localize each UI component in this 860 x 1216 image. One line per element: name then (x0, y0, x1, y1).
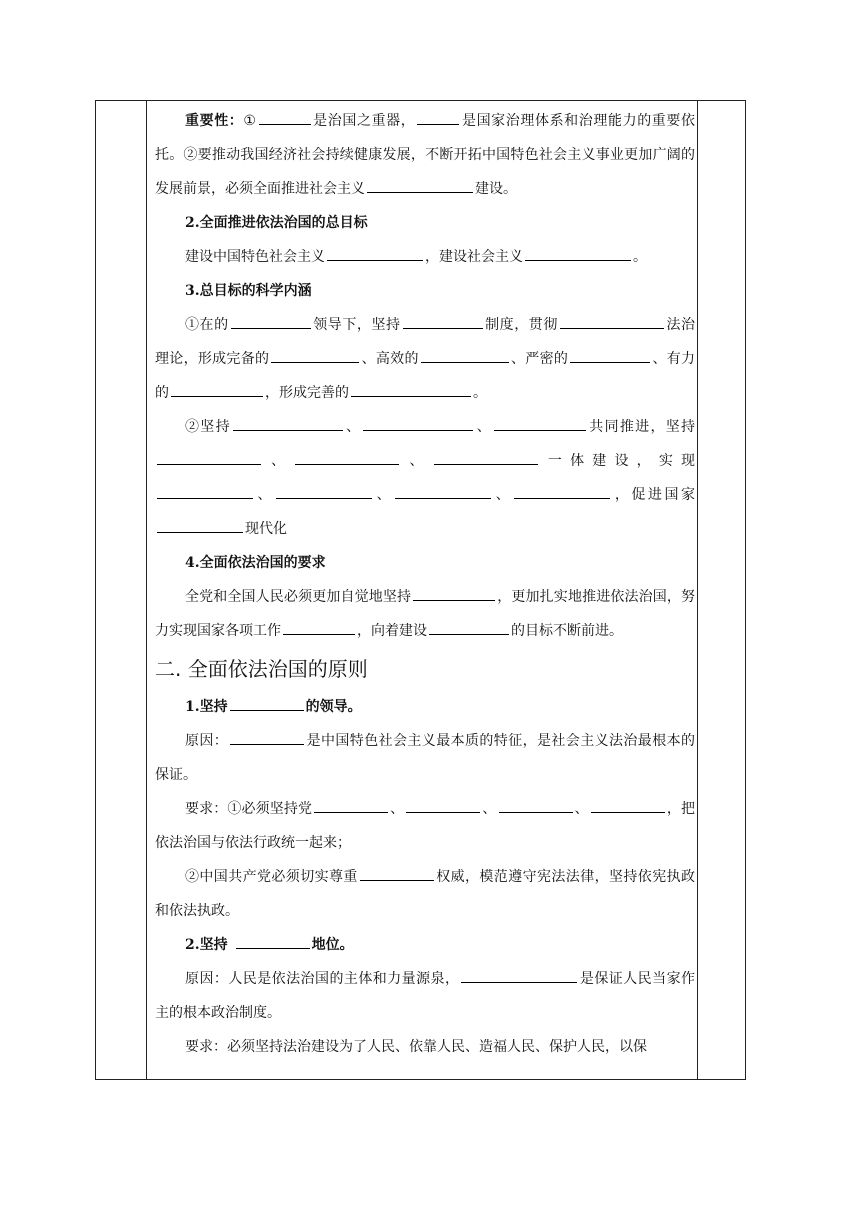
text: 1.坚持 (185, 699, 228, 715)
blank[interactable] (514, 497, 610, 499)
text: ，建设社会主义 (425, 249, 523, 265)
text: 是保证人民当家作主的根本政治制度。 (155, 971, 696, 1021)
blank[interactable] (157, 531, 243, 533)
text: ②中国共产党必须切实尊重 (185, 869, 358, 885)
blank[interactable] (363, 429, 473, 431)
text: ，把依法治国与依法行政统一起来； (155, 801, 696, 851)
blank[interactable] (157, 497, 253, 499)
content-cell (155, 104, 695, 1064)
text: 、 (374, 487, 394, 503)
text: ① (243, 113, 257, 129)
principle-1-heading (155, 690, 695, 724)
blank[interactable] (429, 633, 509, 635)
blank[interactable] (421, 361, 509, 363)
section-4-text (155, 580, 695, 648)
text: 制度，贯彻 (484, 317, 558, 333)
text: 原因：人民是依法治国的主体和力量源泉， (185, 971, 460, 987)
blank[interactable] (231, 327, 311, 329)
section-3-paragraph-1 (155, 308, 695, 410)
text: 一体建设，实现 (539, 453, 696, 469)
blank[interactable] (259, 123, 311, 125)
text: 。 (473, 385, 487, 401)
text: 地位。 (311, 937, 354, 953)
text: 、 (255, 487, 275, 503)
blank[interactable] (395, 497, 491, 499)
blank[interactable] (360, 879, 434, 881)
blank[interactable] (276, 497, 372, 499)
blank[interactable] (525, 259, 631, 261)
blank[interactable] (230, 743, 304, 745)
principle-1-requirement-2 (155, 860, 695, 928)
principle-1-requirement (155, 792, 695, 860)
text: ，更加扎实地推进依法治国，努力实现国家各项工作 (155, 589, 696, 639)
blank[interactable] (403, 327, 483, 329)
text: 、高效的 (361, 351, 419, 367)
blank[interactable] (591, 811, 665, 813)
text: 、 (493, 487, 513, 503)
text: 、 (401, 453, 432, 469)
text: 、严密的 (510, 351, 569, 367)
text: 、 (390, 801, 405, 817)
section-2-heading: 2.全面推进依法治国的总目标 (185, 215, 368, 231)
blank[interactable] (171, 395, 263, 397)
blank[interactable] (499, 811, 573, 813)
blank[interactable] (570, 361, 650, 363)
text: ，促进国家 (612, 487, 696, 503)
blank[interactable] (351, 395, 471, 397)
text: 2.坚持 (185, 937, 228, 953)
table-column-divider-left (146, 100, 147, 1080)
text: 、 (482, 801, 497, 817)
principle-2-requirement: 要求：必须坚持法治建设为了人民、依靠人民、造福人民、保护人民，以保 (185, 1039, 647, 1055)
text: ，向着建设 (357, 623, 427, 639)
principle-2-heading (155, 928, 695, 962)
text: ①在的 (185, 317, 229, 333)
blank[interactable] (283, 633, 355, 635)
text: 权威，模范遵守宪法法律，坚持依宪执政和依法执政。 (155, 869, 696, 919)
blank[interactable] (236, 947, 310, 949)
blank[interactable] (295, 463, 399, 465)
blank[interactable] (230, 709, 304, 711)
importance-paragraph (155, 104, 695, 206)
text: 、 (475, 419, 493, 435)
text: ，形成完善的 (265, 385, 349, 401)
text: 领导下，坚持 (312, 317, 401, 333)
table-column-divider-right (697, 100, 698, 1080)
importance-label: 重要性： (185, 113, 244, 129)
section-3-paragraph-2 (155, 410, 695, 546)
text: 的目标不断前进。 (511, 623, 623, 639)
text: 建设中国特色社会主义 (185, 249, 325, 265)
text: 、 (574, 801, 589, 817)
text: 原因： (185, 733, 229, 749)
blank[interactable] (271, 361, 359, 363)
blank[interactable] (461, 981, 577, 983)
blank[interactable] (494, 429, 586, 431)
text: 是国家治理体系和治理能力的重要依托。②要推动我国经济社会持续健康发展，不断开拓中国特色社会主义事业更加广阔的发展前景，必须全面推进社会主义 (155, 113, 695, 197)
text: 、 (263, 453, 294, 469)
section-3-heading: 3.总目标的科学内涵 (185, 283, 312, 299)
section-2-text (155, 240, 695, 274)
section-4-heading: 4.全面依法治国的要求 (185, 555, 326, 571)
blank[interactable] (367, 191, 473, 193)
text: 是中国特色社会主义最本质的特征，是社会主义法治最根本的保证。 (155, 733, 696, 783)
text: 。 (633, 249, 647, 265)
blank[interactable] (157, 463, 261, 465)
text: 共同推进，坚持 (588, 419, 696, 435)
text: 现代化 (245, 521, 287, 537)
blank[interactable] (417, 123, 459, 125)
part-2-title: 二. 全面依法治国的原则 (155, 657, 368, 681)
text: 、 (344, 419, 362, 435)
blank[interactable] (406, 811, 480, 813)
text: 法治理论，形成完备的 (155, 317, 696, 367)
principle-2-reason (155, 962, 695, 1030)
text: 、有力的 (155, 351, 696, 401)
text: 的领导。 (305, 699, 362, 715)
blank[interactable] (314, 811, 388, 813)
blank[interactable] (560, 327, 664, 329)
text: 要求：①必须坚持党 (185, 801, 313, 817)
text: ②坚持 (185, 419, 231, 435)
text: 全党和全国人民必须更加自觉地坚持 (185, 589, 412, 605)
text: 建设。 (475, 181, 517, 197)
blank[interactable] (327, 259, 423, 261)
blank[interactable] (233, 429, 343, 431)
principle-1-reason (155, 724, 695, 792)
text: 是治国之重器， (312, 113, 416, 129)
blank[interactable] (413, 599, 495, 601)
blank[interactable] (434, 463, 538, 465)
